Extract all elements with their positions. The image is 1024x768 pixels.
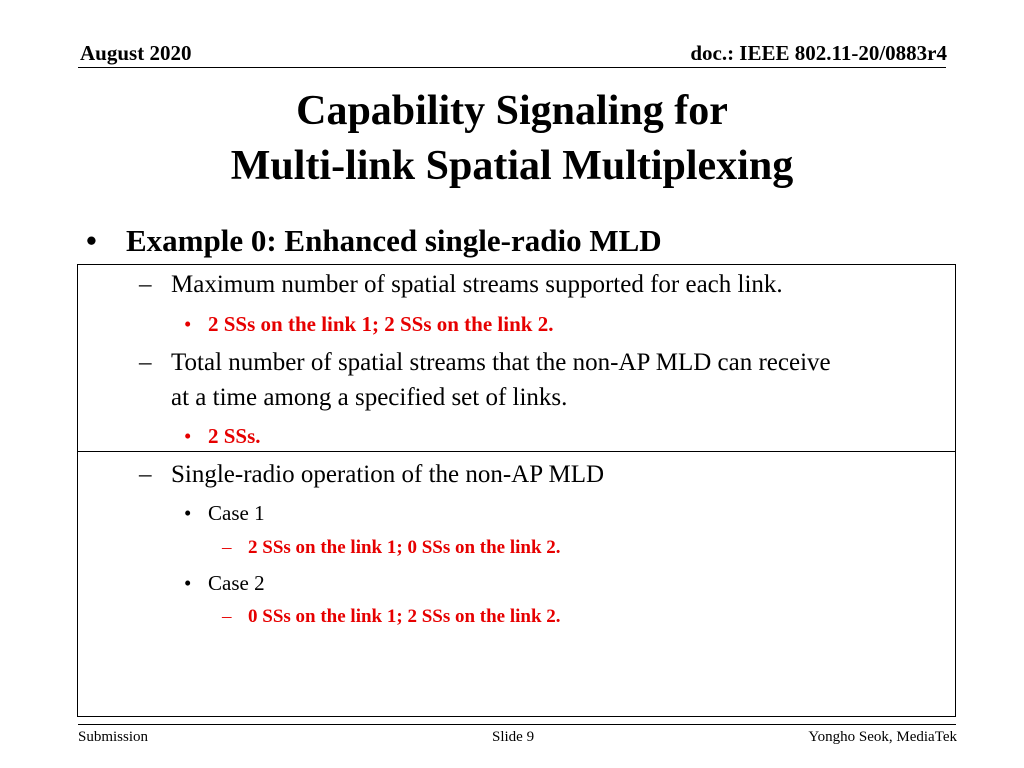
- bullet-dot-icon: •: [184, 312, 192, 336]
- bullet-dot-icon: •: [184, 424, 192, 448]
- footer-rule: [78, 724, 956, 725]
- list-subitem-max-streams: [184, 310, 553, 338]
- case-1-label: [184, 499, 265, 527]
- main-bullet: [86, 221, 662, 261]
- slide-title: [0, 84, 1024, 194]
- case-2-detail: [222, 604, 561, 630]
- header-rule: [78, 67, 946, 68]
- list-subitem-total-streams: [184, 422, 261, 450]
- case-label-text: Case 2: [208, 571, 265, 595]
- list-item-text: Single-radio operation of the non-AP MLD: [171, 461, 605, 488]
- list-subitem-text: 2 SSs.: [208, 424, 261, 448]
- main-bullet-text: Example 0: Enhanced single-radio MLD: [126, 223, 662, 258]
- dash-icon: –: [139, 349, 152, 376]
- list-subitem-text: 2 SSs on the link 1; 2 SSs on the link 2.: [208, 312, 554, 336]
- header-date: August 2020: [80, 41, 192, 65]
- bullet-dot-icon: •: [86, 223, 97, 258]
- dash-icon: –: [139, 271, 152, 298]
- footer-slide-number: Slide 9: [492, 729, 535, 745]
- case-2-label: [184, 569, 265, 597]
- dash-icon: –: [139, 461, 152, 488]
- bullet-dot-icon: •: [184, 571, 192, 595]
- slide-title-line1: Capability Signaling for: [296, 88, 728, 134]
- list-item-text: Maximum number of spatial streams supported for each link.: [171, 271, 783, 298]
- list-item-total-streams: [139, 346, 831, 380]
- list-item-text-line1: Total number of spatial streams that the non-AP MLD can receive: [171, 349, 831, 376]
- slide-title-line2: Multi-link Spatial Multiplexing: [230, 143, 794, 189]
- header-doc-id: doc.: IEEE 802.11-20/0883r4: [690, 41, 947, 65]
- case-1-detail: [222, 535, 561, 561]
- footer-author: Yongho Seok, MediaTek: [808, 729, 957, 745]
- list-item-total-streams-cont: at a time among a specified set of links.: [171, 384, 568, 411]
- dash-icon: –: [222, 537, 232, 558]
- footer-submission: Submission: [78, 729, 149, 745]
- case-detail-text: 0 SSs on the link 1; 2 SSs on the link 2.: [248, 606, 561, 627]
- case-detail-text: 2 SSs on the link 1; 0 SSs on the link 2.: [248, 537, 561, 558]
- bullet-dot-icon: •: [184, 501, 192, 525]
- list-item-single-radio: [139, 458, 604, 492]
- dash-icon: –: [222, 606, 232, 627]
- list-item-max-streams: [139, 268, 783, 302]
- case-label-text: Case 1: [208, 501, 265, 525]
